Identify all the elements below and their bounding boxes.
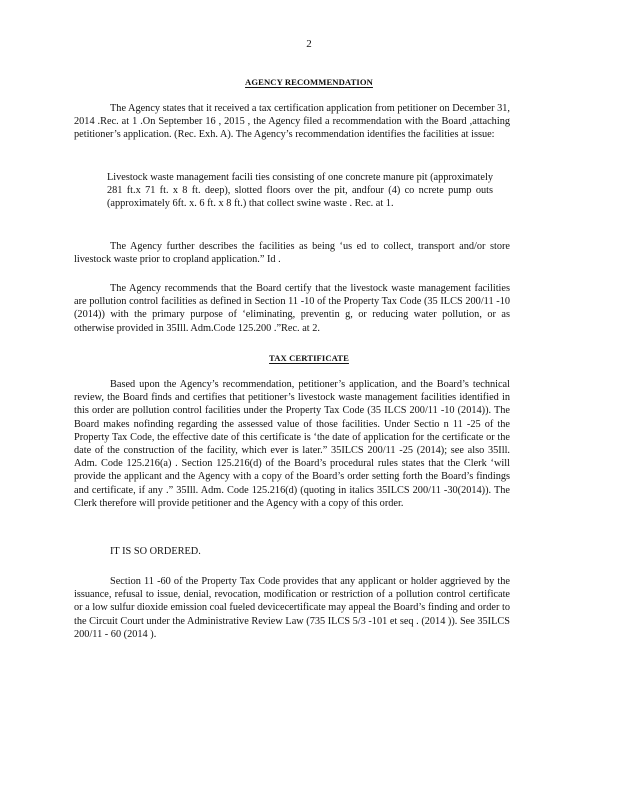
paragraph-so-ordered: IT IS SO ORDERED. bbox=[110, 546, 201, 557]
block-quote-facilities: Livestock waste management facili ties consisting of one concrete manure pit (approximately 281 ft.x 71 ft. x 8 ft. deep), slotted floors over the pit, andfour (4) co ncrete pump outs (approximately 6ft. x. 6 ft. x 8 ft.) that collect swine waste . Rec. at 1. bbox=[107, 172, 493, 210]
paragraph-agency-recommends: The Agency recommends that the Board certify that the livestock waste management facilities are pollution control facilities as defined in Section 11 -10 of the Property Tax Code (35 ILCS 200/11 -10 (2014)) with the primary purpose of ‘eliminating, preventin g, or reducing water pollution, or as otherwise provided in 35Ill. Adm.Code 125.200 .”Rec. at 2. bbox=[74, 283, 510, 334]
paragraph-board-finds: Based upon the Agency’s recommendation, petitioner’s application, and the Board’s technical review, the Board finds and certifies that petitioner’s livestock waste management facilities identified in this order are pollution control facilities under the Property Tax Code (35 ILCS 200/11 -10 (2014)). The Board makes nofinding regarding the assessed value of those facilities. Under Sectio n 11 -25 of the Property Tax Code, the effective date of this certificate is ‘the date of application for the certificate or the date of the construction of the facility, which ever is later.” 35ILCS 200/11 -25 (2014); see also 35Ill. Adm. Code 125.216(a) . Section 125.216(d) of the Board’s procedural rules states that the Clerk ‘will provide the applicant and the Agency with a copy of the Board’s order setting forth the Board’s findings and certificate, if any .” 35Ill. Adm. Code 125.216(d) (quoting in italics 35ILCS 200/11 -30(2014)). The Clerk therefore will provide petitioner and the Agency with a copy of this order. bbox=[74, 379, 510, 509]
page-number: 2 bbox=[306, 38, 312, 50]
paragraph-appeal-rights: Section 11 -60 of the Property Tax Code provides that any applicant or holder aggrieved by the issuance, refusal to issue, denial, revocation, modification or restriction of a pollution control certificate or a low sulfur dioxide emission coal fueled devicecertificate may appeal the Board’s finding and order to the Circuit Court under the Administrative Review Law (735 ILCS 5/3 -101 et seq . (2014 )). See 35ILCS 200/11 - 60 (2014 ). bbox=[74, 576, 510, 640]
heading-agency-recommendation: AGENCY RECOMMENDATION bbox=[245, 77, 373, 87]
paragraph-agency-states: The Agency states that it received a tax certification application from petitioner on December 31, 2014 .Rec. at 1 .On September 16 , 2015 , the Agency filed a recommendation with the Board ,attaching petitioner’s application. (Rec. Exh. A). The Agency’s recommendation identifies the facilities at issue: bbox=[74, 103, 510, 141]
heading-tax-certificate: TAX CERTIFICATE bbox=[269, 353, 349, 363]
paragraph-agency-describes: The Agency further describes the facilities as being ‘us ed to collect, transport and/or store livestock waste prior to cropland application.” Id . bbox=[74, 241, 510, 266]
